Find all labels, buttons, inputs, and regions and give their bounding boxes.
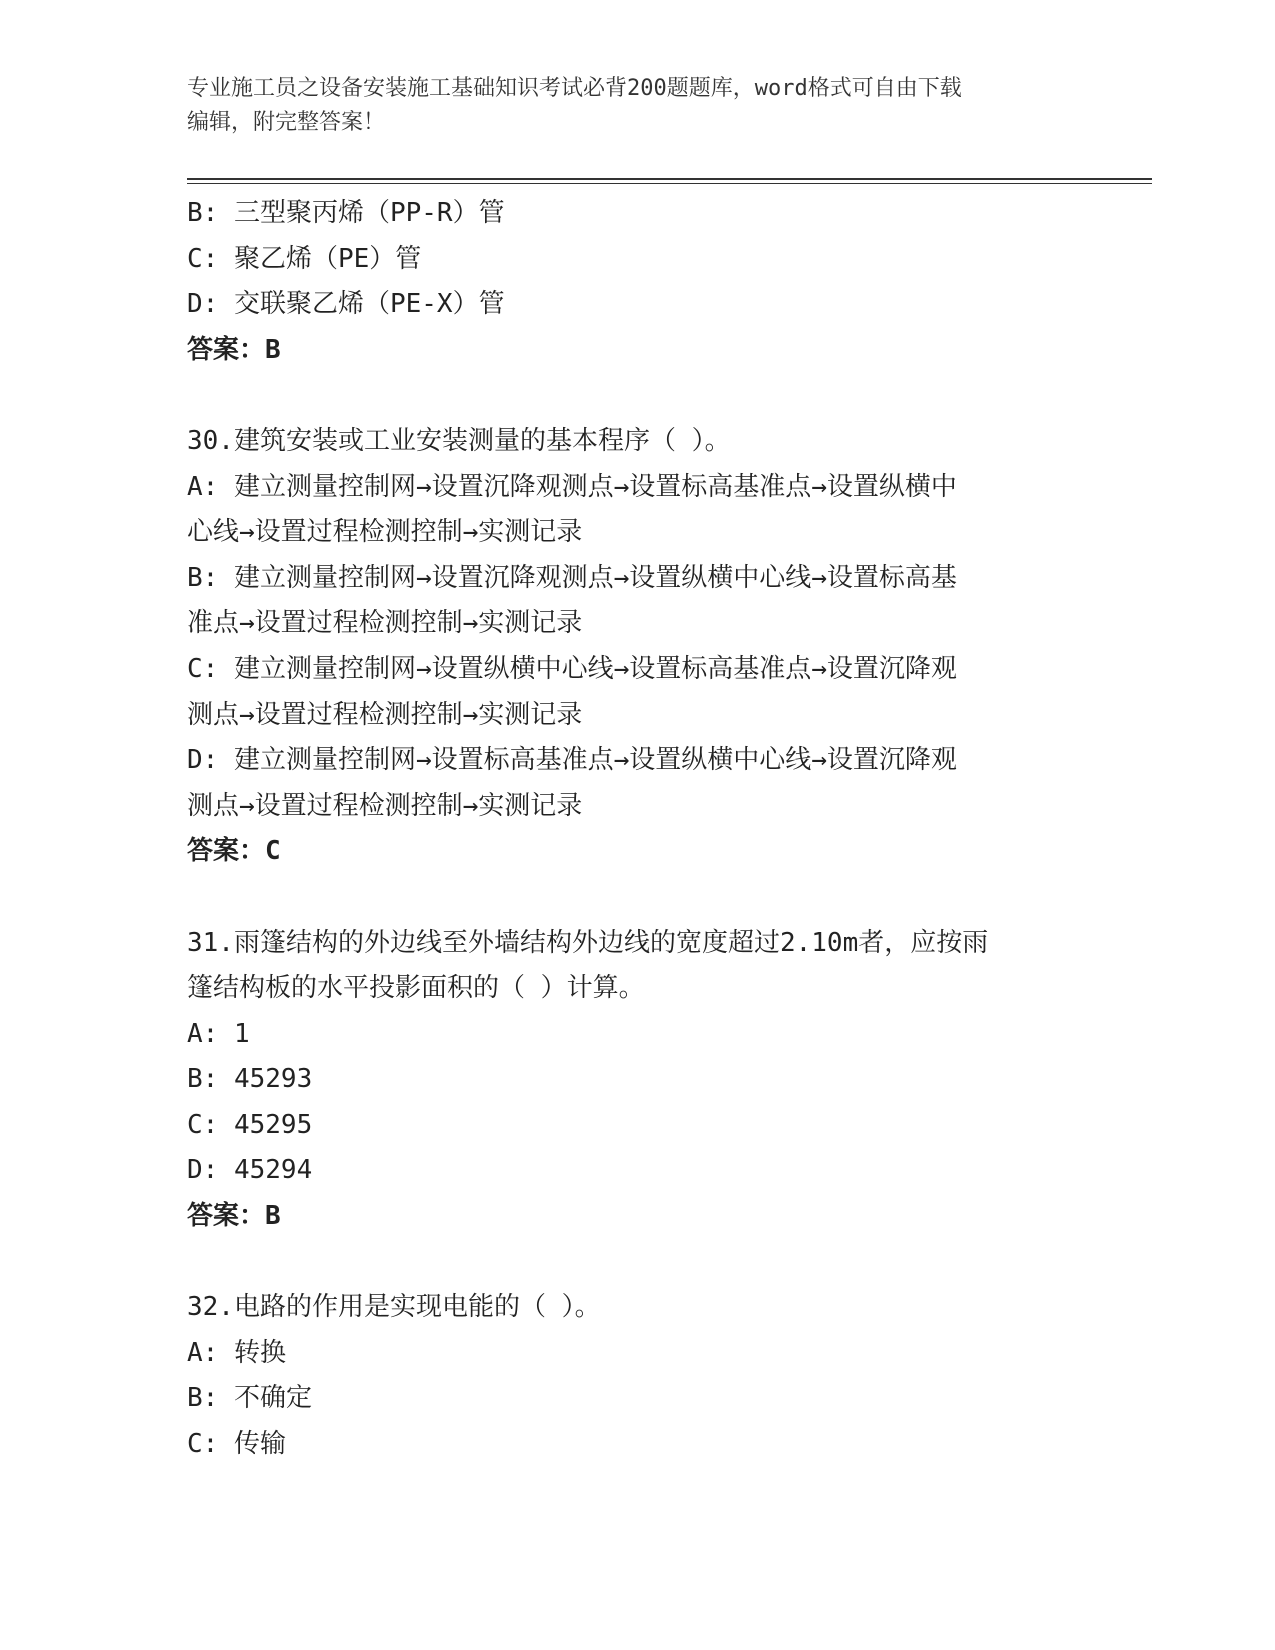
option-a-continued: 心线→设置过程检测控制→实测记录 — [187, 517, 583, 548]
question-29-tail — [187, 191, 1087, 373]
header-divider-thick — [187, 178, 1152, 180]
option-d: D: 交联聚乙烯（PE-X）管 — [187, 289, 505, 320]
option-a: A: 转换 — [187, 1337, 286, 1368]
answer-line: 答案：B — [187, 1201, 281, 1232]
option-c: C: 45295 — [187, 1109, 313, 1140]
option-d: D: 建立测量控制网→设置标高基准点→设置纵横中心线→设置沉降观 — [187, 745, 957, 776]
option-c: C: 传输 — [187, 1429, 286, 1460]
question-32 — [187, 1285, 1087, 1467]
document-header — [187, 72, 1087, 140]
question-list — [187, 191, 1087, 1468]
spacer — [187, 875, 1087, 921]
option-b: B: 三型聚丙烯（PP-R）管 — [187, 198, 505, 228]
option-b: B: 45293 — [187, 1064, 313, 1095]
option-d: D: 45294 — [187, 1155, 313, 1186]
question-stem: 30.建筑安装或工业安装测量的基本程序（ ）。 — [187, 425, 731, 456]
option-a: A: 1 — [187, 1018, 250, 1049]
spacer — [187, 373, 1087, 419]
spacer — [187, 1240, 1087, 1286]
question-stem-continued: 篷结构板的水平投影面积的（ ）计算。 — [187, 973, 645, 1004]
option-d-continued: 测点→设置过程检测控制→实测记录 — [187, 790, 583, 821]
question-31 — [187, 921, 1087, 1240]
header-divider-thin — [187, 183, 1152, 184]
option-b: B: 不确定 — [187, 1383, 312, 1414]
option-a: A: 建立测量控制网→设置沉降观测点→设置标高基准点→设置纵横中 — [187, 471, 957, 502]
option-b-continued: 准点→设置过程检测控制→实测记录 — [187, 608, 583, 639]
header-title-line-1: 专业施工员之设备安装施工基础知识考试必背200题题库，word格式可自由下载 — [187, 76, 962, 101]
answer-line: 答案：C — [187, 836, 281, 867]
header-title-line-2: 编辑，附完整答案！ — [187, 110, 386, 135]
option-c: C: 建立测量控制网→设置纵横中心线→设置标高基准点→设置沉降观 — [187, 653, 957, 684]
answer-line: 答案：B — [187, 334, 281, 365]
question-30 — [187, 419, 1087, 875]
question-stem: 31.雨篷结构的外边线至外墙结构外边线的宽度超过2.10m者，应按雨 — [187, 927, 989, 958]
option-c-continued: 测点→设置过程检测控制→实测记录 — [187, 699, 583, 730]
option-b: B: 建立测量控制网→设置沉降观测点→设置纵横中心线→设置标高基 — [187, 562, 957, 593]
option-c: C: 聚乙烯（PE）管 — [187, 243, 422, 274]
question-stem: 32.电路的作用是实现电能的（ ）。 — [187, 1292, 601, 1323]
